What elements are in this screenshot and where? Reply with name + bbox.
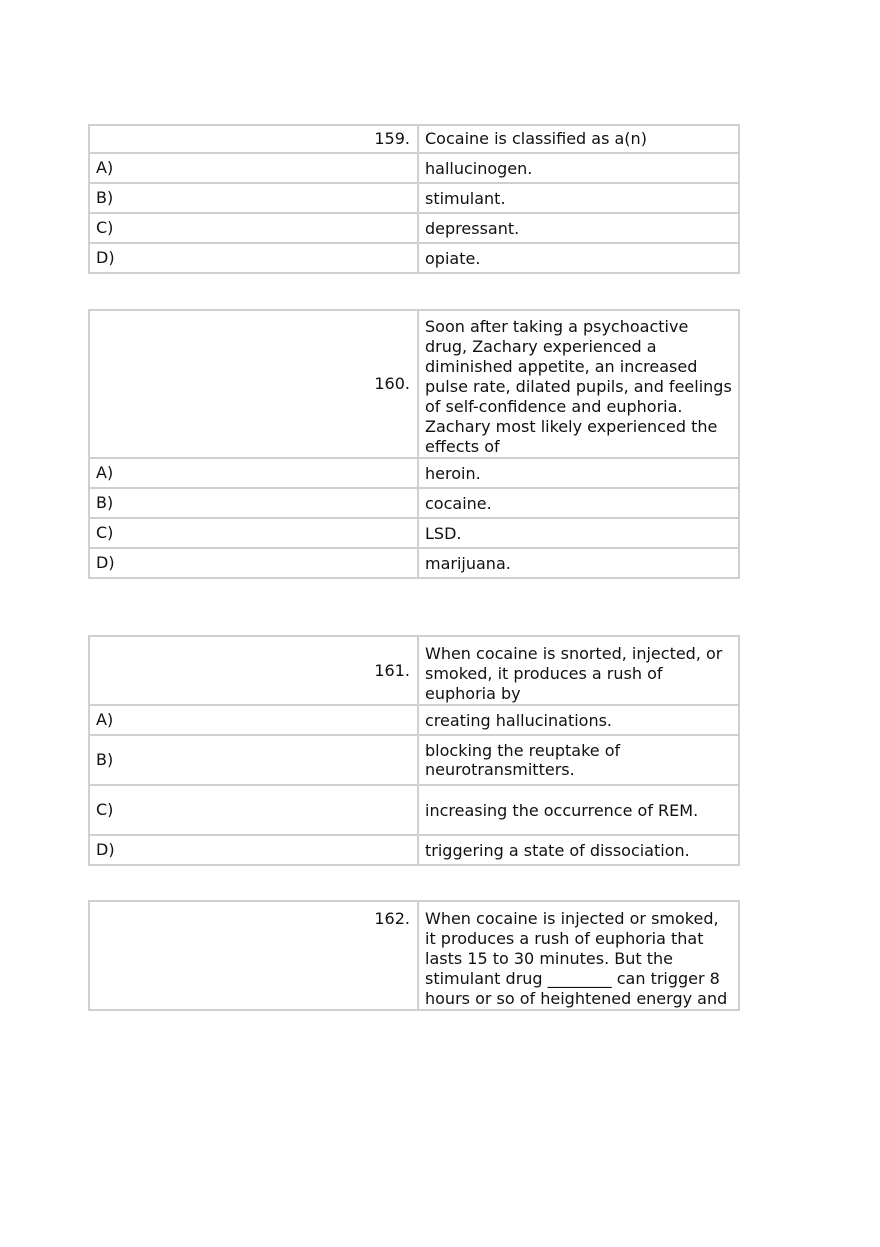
option-row <box>89 735 739 785</box>
option-letter: C) <box>89 213 418 243</box>
question-stem-row <box>89 636 739 705</box>
option-letter: B) <box>89 735 418 785</box>
option-row <box>89 835 739 865</box>
question-number: 160. <box>89 310 418 458</box>
option-letter: D) <box>89 548 418 578</box>
option-letter: D) <box>89 835 418 865</box>
option-letter: B) <box>89 488 418 518</box>
question-stem: Cocaine is classified as a(n) <box>418 125 739 153</box>
option-letter: C) <box>89 518 418 548</box>
question-stem-row <box>89 125 739 153</box>
question-stem-row <box>89 901 739 1010</box>
question-stem: When cocaine is snorted, injected, or smoked, it produces a rush of euphoria by <box>418 636 739 705</box>
option-row <box>89 153 739 183</box>
option-row <box>89 518 739 548</box>
question-160 <box>88 309 740 579</box>
question-number: 161. <box>89 636 418 705</box>
question-159 <box>88 124 740 274</box>
option-text: depressant. <box>418 213 739 243</box>
question-number: 162. <box>89 901 418 1010</box>
option-row <box>89 213 739 243</box>
option-text: stimulant. <box>418 183 739 213</box>
option-text: marijuana. <box>418 548 739 578</box>
option-text: opiate. <box>418 243 739 273</box>
question-162 <box>88 900 740 1011</box>
question-stem: When cocaine is injected or smoked, it produces a rush of euphoria that lasts 15 to 30 minutes. But the stimulant drug ________ can trigger 8 hours or so of heightened energy and <box>418 901 739 1010</box>
option-row <box>89 548 739 578</box>
option-letter: D) <box>89 243 418 273</box>
question-stem-row <box>89 310 739 458</box>
question-stem: Soon after taking a psychoactive drug, Zachary experienced a diminished appetite, an increased pulse rate, dilated pupils, and feelings of self-confidence and euphoria. Zachary most likely experienced the effects of <box>418 310 739 458</box>
question-161 <box>88 635 740 866</box>
option-text: creating hallucinations. <box>418 705 739 735</box>
option-row <box>89 458 739 488</box>
option-letter: C) <box>89 785 418 835</box>
option-row <box>89 243 739 273</box>
option-row <box>89 488 739 518</box>
option-text: blocking the reuptake of neurotransmitters. <box>418 735 739 785</box>
option-row <box>89 183 739 213</box>
option-text: LSD. <box>418 518 739 548</box>
option-text: cocaine. <box>418 488 739 518</box>
option-text: triggering a state of dissociation. <box>418 835 739 865</box>
option-letter: A) <box>89 705 418 735</box>
option-row <box>89 705 739 735</box>
option-letter: A) <box>89 458 418 488</box>
option-text: hallucinogen. <box>418 153 739 183</box>
option-letter: A) <box>89 153 418 183</box>
option-row <box>89 785 739 835</box>
option-letter: B) <box>89 183 418 213</box>
question-number: 159. <box>89 125 418 153</box>
option-text: heroin. <box>418 458 739 488</box>
option-text: increasing the occurrence of REM. <box>418 785 739 835</box>
